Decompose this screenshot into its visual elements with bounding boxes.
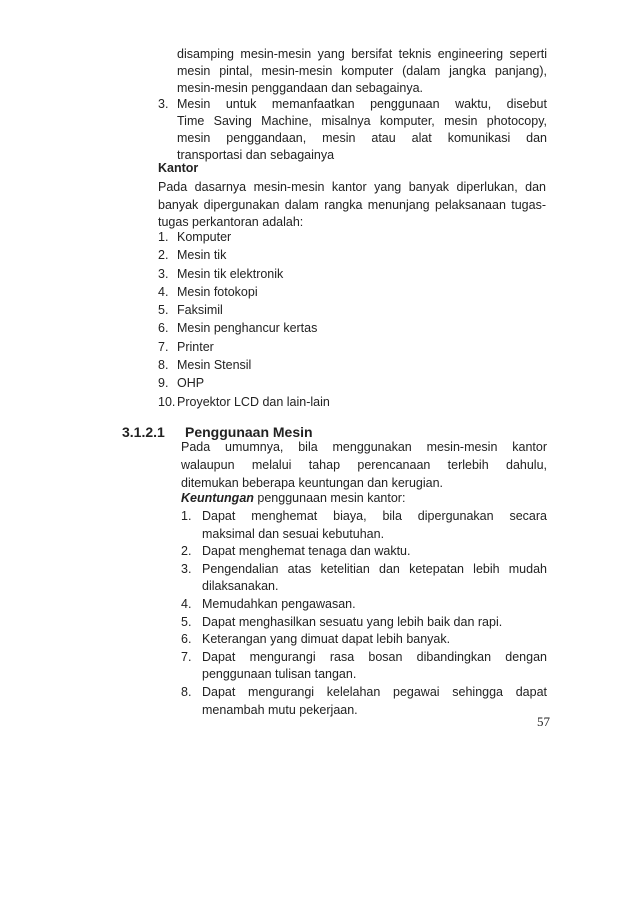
list-number: 5. <box>158 303 169 318</box>
text-line: mesin pintal, mesin-mesin komputer (dalam jangka panjang), <box>177 64 547 78</box>
list-item <box>181 649 547 684</box>
text-line: maksimal dan sesuai kebutuhan. <box>202 526 385 541</box>
list-number: 6. <box>181 632 192 647</box>
list-number: 5. <box>181 614 192 629</box>
advantages-list <box>181 508 547 719</box>
kantor-intro-paragraph <box>158 179 546 232</box>
list-item-text: Mesin tik elektronik <box>177 266 284 281</box>
list-item <box>158 319 547 337</box>
text-line: Memudahkan pengawasan. <box>202 596 356 611</box>
text-line: penggunaan tulisan tangan. <box>202 667 357 682</box>
list-item-text: Mesin penghancur kertas <box>177 321 318 336</box>
continuation-paragraph <box>177 46 547 97</box>
list-item-text <box>202 508 547 543</box>
list-number: 2. <box>158 248 169 263</box>
list-item-text: Printer <box>177 339 214 354</box>
text-line: Pada dasarnya mesin-mesin kantor yang banyak diperlukan, dan <box>158 180 546 194</box>
advantages-intro <box>181 489 405 507</box>
text-line: Dapat menghemat biaya, bila dipergunakan secara <box>202 509 547 523</box>
list-item <box>181 561 547 596</box>
list-number: 4. <box>158 284 169 299</box>
list-item-text: Komputer <box>177 230 232 244</box>
text-line: Pengendalian atas ketelitian dan ketepatan lebih mudah <box>202 561 547 576</box>
list-item <box>181 596 547 614</box>
list-item-text: OHP <box>177 376 205 391</box>
list-number: 7. <box>181 649 192 664</box>
text-line: transportasi dan sebagainya <box>177 148 335 162</box>
list-number: 3. <box>181 561 192 576</box>
list-number: 4. <box>181 596 192 611</box>
text-line: dilaksanakan. <box>202 579 279 594</box>
text-line: Time Saving Machine, misalnya komputer, mesin photocopy, <box>177 114 547 128</box>
list-number: 1. <box>158 230 169 244</box>
text-line: disamping mesin-mesin yang bersifat teknis engineering seperti <box>177 47 547 61</box>
text-line: ditemukan beberapa keuntungan dan kerugian. <box>181 476 444 490</box>
section-intro-paragraph <box>181 438 547 492</box>
list-item-text <box>177 96 547 164</box>
list-item <box>158 301 547 319</box>
list-number: 10. <box>158 394 176 409</box>
list-item <box>158 393 547 411</box>
list-item-text <box>202 684 547 719</box>
text-line: Keterangan yang dimuat dapat lebih banyak. <box>202 632 451 647</box>
list-item-text <box>202 631 547 649</box>
text-line: Mesin untuk memanfaatkan penggunaan waktu, disebut <box>177 97 547 111</box>
list-item <box>181 684 547 719</box>
kantor-heading: Kantor <box>158 161 199 175</box>
list-item <box>158 246 547 264</box>
list-item-3 <box>158 96 547 164</box>
text-line: Dapat mengurangi rasa bosan dibandingkan dengan <box>202 649 547 664</box>
list-item <box>181 614 547 632</box>
list-item-text <box>202 596 547 614</box>
list-item <box>158 356 547 374</box>
text-line: mesin-mesin penggandaan dan sebagainya. <box>177 81 424 95</box>
advantages-intro-text: penggunaan mesin kantor: <box>257 491 406 505</box>
list-item-text: Mesin Stensil <box>177 358 252 373</box>
list-item-text: Proyektor LCD dan lain-lain <box>177 394 330 409</box>
list-number: 7. <box>158 339 169 354</box>
list-item-text: Mesin fotokopi <box>177 284 258 299</box>
advantages-label: Keuntungan <box>181 491 254 505</box>
list-item-text <box>202 649 547 684</box>
text-line: Dapat mengurangi kelelahan pegawai sehingga dapat <box>202 684 547 699</box>
text-line: menambah mutu pekerjaan. <box>202 702 358 717</box>
list-number: 2. <box>181 544 192 559</box>
section-number: 3.1.2.1 <box>122 424 165 440</box>
list-item <box>158 338 547 356</box>
list-item <box>158 283 547 301</box>
list-item-text <box>202 543 547 561</box>
list-number: 3. <box>158 266 169 281</box>
list-number: 9. <box>158 376 169 391</box>
list-number: 1. <box>181 509 192 523</box>
section-title: Penggunaan Mesin <box>185 424 313 440</box>
list-item <box>158 228 547 246</box>
list-item <box>181 631 547 649</box>
text-line: walaupun melalui tahap perencanaan terlebih dahulu, <box>181 458 547 472</box>
list-item <box>181 543 547 561</box>
kantor-equipment-list <box>158 228 547 411</box>
list-number: 8. <box>181 684 192 699</box>
page-number: 57 <box>537 714 550 729</box>
list-item <box>181 508 547 543</box>
text-line: mesin penggandaan, mesin atau alat komunikasi dan <box>177 131 547 145</box>
list-item-text: Faksimil <box>177 303 223 318</box>
list-number: 8. <box>158 358 169 373</box>
text-line: tugas perkantoran adalah: <box>158 215 304 230</box>
list-number: 6. <box>158 321 169 336</box>
list-number: 3. <box>158 97 169 111</box>
list-item <box>158 265 547 283</box>
list-item <box>158 374 547 392</box>
list-item-text <box>202 614 547 632</box>
list-item-text: Mesin tik <box>177 248 227 263</box>
text-line: Dapat menghasilkan sesuatu yang lebih baik dan rapi. <box>202 614 503 629</box>
text-line: Dapat menghemat tenaga dan waktu. <box>202 544 411 559</box>
text-line: Pada umumnya, bila menggunakan mesin-mesin kantor <box>181 440 547 454</box>
list-item-text <box>202 561 547 596</box>
text-line: banyak dipergunakan dalam rangka menunjang pelaksanaan tugas- <box>158 197 546 212</box>
